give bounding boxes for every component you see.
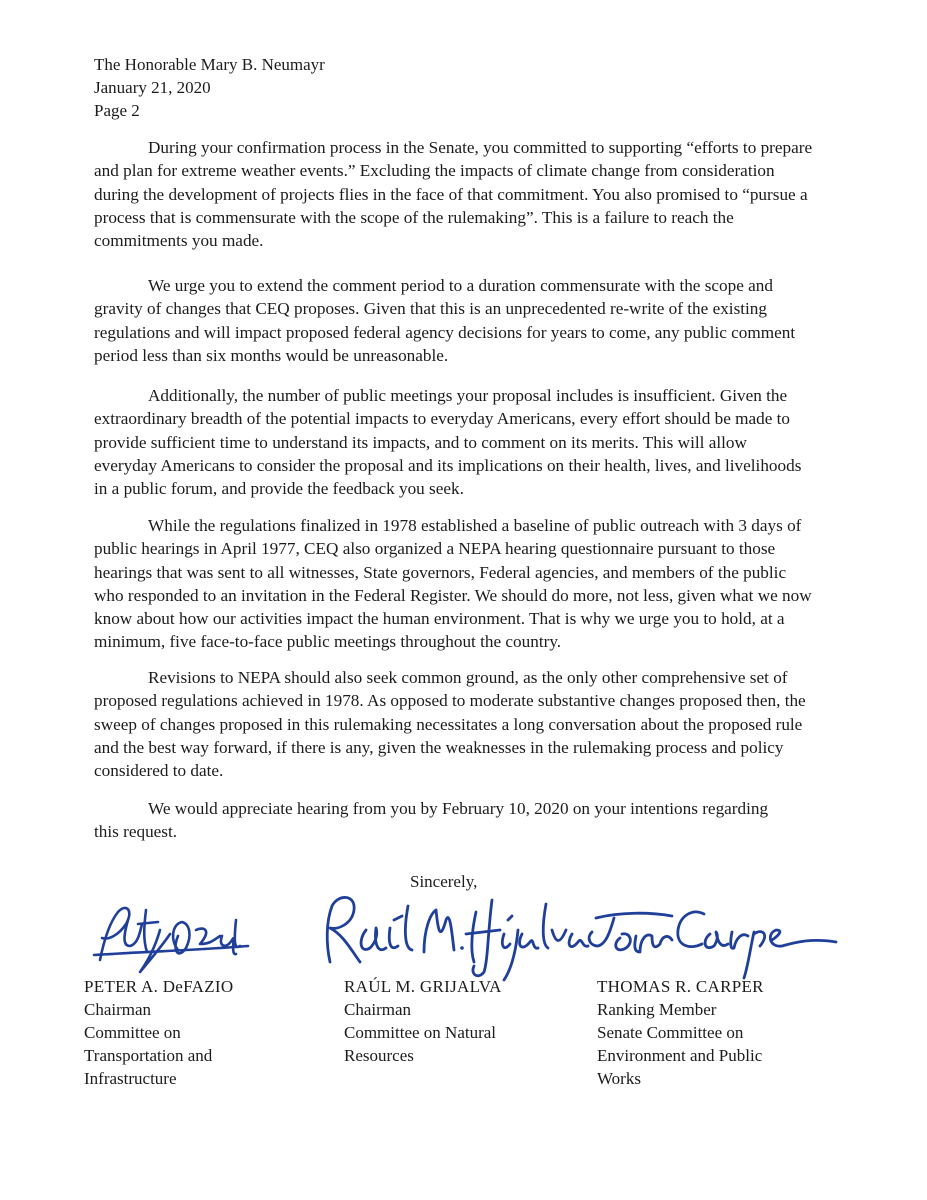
closing-salutation: Sincerely,: [410, 872, 478, 891]
carper-signature: [589, 912, 836, 978]
page-number: Page 2: [94, 101, 140, 120]
signer-committee-line: Senate Committee on: [597, 1023, 744, 1042]
body-paragraph: During your confirmation process in the Senate, you committed to supporting “efforts to prepare and plan for extreme weather events.” Excluding the impacts of climate change from consideration during the development of projects flies in the face of that commitment. You also promised to “pursue a process that is commensurate with the scope of the rulemaking”. This is a failure to reach the commitments you made.: [94, 138, 813, 251]
grijalva-signature: [327, 897, 588, 980]
signer-name: THOMAS R. CARPER: [597, 977, 764, 996]
recipient-line: The Honorable Mary B. Neumayr: [94, 55, 325, 74]
signer-committee-line: Environment and Public: [597, 1046, 763, 1065]
signer-committee-line: Committee on: [84, 1023, 181, 1042]
signer-title: Ranking Member: [597, 1000, 717, 1019]
signer-name: RAÚL M. GRIJALVA: [344, 977, 502, 996]
body-paragraph: Revisions to NEPA should also seek common ground, as the only other comprehensive set of proposed regulations achieved in 1978. As opposed to moderate substantive changes proposed then, the sweep of changes proposed in this rulemaking necessitates a long conversation about the proposed rule and the best way forward, if there is any, given the weaknesses in the rulemaking process and policy considered to date.: [94, 668, 806, 781]
defazio-signature: [94, 908, 248, 972]
signer-committee-line: Works: [597, 1069, 641, 1088]
signer-block-defazio: [84, 975, 233, 1090]
body-paragraph: We urge you to extend the comment period to a duration commensurate with the scope and gravity of changes that CEQ proposes. Given that this is an unprecedented re-write of the existing regulations and will impact proposed federal agency decisions for years to come, any public comment period less than six months would be unreasonable.: [94, 276, 796, 365]
signer-block-carper: [597, 975, 764, 1090]
signer-committee-line: Resources: [344, 1046, 414, 1065]
date-line: January 21, 2020: [94, 78, 211, 97]
signer-committee-line: Infrastructure: [84, 1069, 177, 1088]
body-paragraph: We would appreciate hearing from you by February 10, 2020 on your intentions regarding this request.: [94, 799, 769, 842]
signer-title: Chairman: [84, 1000, 152, 1019]
signer-title: Chairman: [344, 1000, 412, 1019]
body-paragraph: While the regulations finalized in 1978 established a baseline of public outreach with 3 days of public hearings in April 1977, CEQ also organized a NEPA hearing questionnaire pursuant to those hearings that was sent to all witnesses, State governors, Federal agencies, and members of the public who responded to an invitation in the Federal Register. We should do more, not less, given what we now know about how our activities impact the human environment. That is why we urge you to hold, at a minimum, five face-to-face public meetings throughout the country.: [94, 516, 812, 652]
signer-block-grijalva: [344, 975, 502, 1067]
signer-name: PETER A. DeFAZIO: [84, 977, 234, 996]
signer-committee-line: Committee on Natural: [344, 1023, 497, 1042]
letter-header: [94, 53, 325, 122]
signer-committee-line: Transportation and: [84, 1046, 213, 1065]
body-paragraph: Additionally, the number of public meetings your proposal includes is insufficient. Given the extraordinary breadth of the potential impacts to everyday Americans, every effort should be made to provide sufficient time to understand its impacts, and to comment on its merits. This will allow everyday Americans to consider the proposal and its implications on their health, lives, and livelihoods in a public forum, and provide the feedback you seek.: [94, 386, 802, 499]
